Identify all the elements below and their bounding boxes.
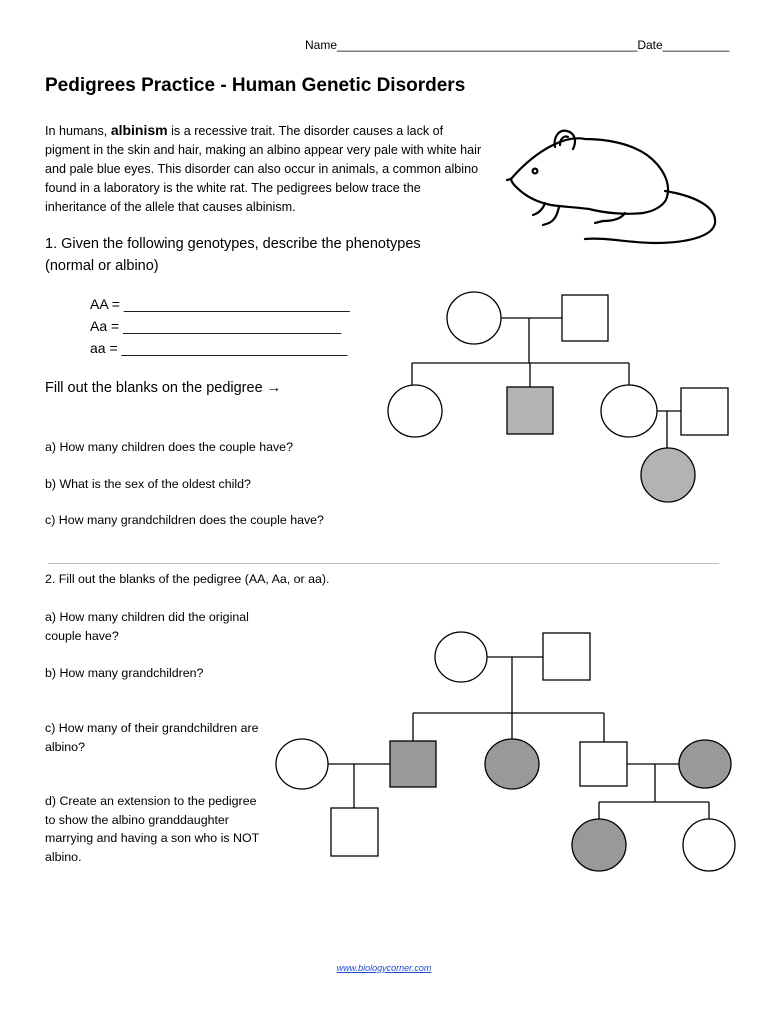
granddaughter-circle[interactable]: [683, 819, 735, 871]
page-title: Pedigrees Practice - Human Genetic Disorders: [45, 75, 466, 96]
footer-link[interactable]: www.biologycorner.com: [336, 963, 432, 973]
daughter-affected-circle[interactable]: [485, 739, 539, 789]
genotype-label: Aa =: [90, 318, 124, 334]
question-1c: c) How many grandchildren does the couple have?: [45, 513, 324, 527]
question-1b: b) What is the sex of the oldest child?: [45, 477, 251, 491]
name-blank[interactable]: _____________________________________________: [337, 38, 638, 52]
genotype-blank[interactable]: _____________________________: [123, 296, 350, 312]
question-2c: c) How many of their grandchildren are albino?: [45, 721, 259, 754]
date-label: Date: [637, 38, 663, 52]
genotype-blank[interactable]: _____________________________: [121, 340, 348, 356]
genotype-label: aa =: [90, 340, 122, 356]
fill-pedigree-instruction: Fill out the blanks on the pedigree →: [45, 380, 282, 396]
son-square[interactable]: [580, 742, 627, 786]
name-label: Name: [305, 38, 338, 52]
intro-after: is a recessive trait. The disorder causes a lack of pigment in the skin and hair, making an albino appear very pale with white hair and pale blue eyes. This disorder can also occur in animals, a common albino found in a laboratory is the white rat. The pedigrees below trace the inheritance of the allele that causes albinism.: [45, 124, 482, 214]
footer: [0, 963, 768, 973]
question-1-prompt: 1. Given the following genotypes, describe the phenotypes (normal or albino): [45, 236, 421, 274]
question-2-prompt: 2. Fill out the blanks of the pedigree (AA, Aa, or aa).: [45, 572, 330, 586]
question-1a: a) How many children does the couple have?: [45, 440, 293, 454]
date-blank[interactable]: __________: [662, 38, 730, 52]
genotype-blank[interactable]: ____________________________: [123, 318, 342, 334]
intro-before: In humans,: [45, 124, 111, 138]
grandfather-square[interactable]: [543, 633, 590, 680]
granddaughter-affected-circle[interactable]: [572, 819, 626, 871]
wife-affected-circle[interactable]: [679, 740, 731, 788]
daughter-in-law-circle[interactable]: [276, 739, 328, 789]
question-2a: a) How many children did the original couple have?: [45, 610, 249, 643]
genotype-label: AA =: [90, 296, 124, 312]
question-2b: b) How many grandchildren?: [45, 666, 204, 680]
son-affected-square[interactable]: [390, 741, 436, 787]
question-2d: d) Create an extension to the pedigree to show the albino granddaughter marrying and having a son who is NOT albino.: [45, 794, 259, 864]
intro-keyword: albinism: [110, 122, 168, 138]
grandmother-circle[interactable]: [435, 632, 487, 682]
grandson-square[interactable]: [331, 808, 378, 856]
